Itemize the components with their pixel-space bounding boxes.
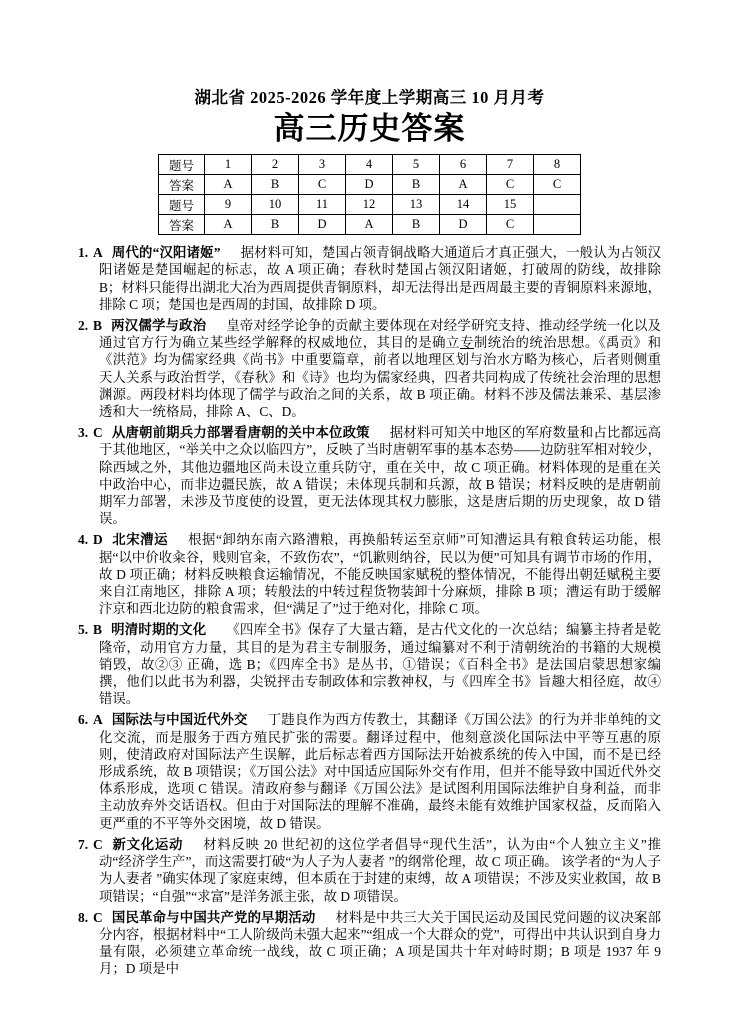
question-number-cell [534,195,581,215]
explanation-item-7 [78,836,661,905]
table-row [159,215,581,235]
explanation-body: 据材料可知，楚国占领青铜战略大通道后才真正强大，一般认为占领汉阳诸姬是楚国崛起的标志，故 A 项正确；春秋时楚国占领汉阳诸姬，打破周的防线，故排除 B；材料只能得出湖北大冶为西周提供青铜原料，却无法得出是西周最主要的青铜原料来源地，排除 C 项；楚国也是西周的封国，故排除 D 项。 [99,245,662,312]
row-label-cell: 题号 [159,195,205,215]
explanation-heading [78,318,206,333]
explanation-number: 3. [78,425,89,441]
question-number-cell: 8 [534,155,581,175]
exam-title: 湖北省 2025-2026 学年度上学期高三 10 月月考 [194,88,545,107]
explanation-number: 5. [78,622,89,638]
answer-cell: B [393,215,440,235]
answer-cell: D [346,175,393,195]
explanation-heading [78,622,206,637]
explanation-heading [78,425,370,440]
explanation-answer: C [93,836,103,852]
explanation-topic: 明清时期的文化 [110,622,207,638]
explanation-answer: A [93,245,103,261]
explanation-body-post: 制统治的统治思想。《禹贡》和《洪范》均为儒家经典《尚书》中重要篇章，前者以地理区划与治水方略为核心，后者则侧重天人关系与政治哲学，《春秋》和《诗》也均为儒家经典，四者共同构成了传统社会治理的思想渊源。两段材料均体现了儒学与政治之间的关系，故 B 项正确。材料不涉及儒法兼采、基层渗透和大一统格局，排除 A、C、D。 [99,335,662,420]
question-number-cell: 15 [487,195,534,215]
explanation-topic: 从唐朝前期兵力部署看唐朝的关中本位政策 [111,425,370,441]
explanation-body: 材料是中共三大关于国民运动及国民党问题的议决案部分内容，根据材料中“工人阶级尚未强大起来”“组成一个大群众的党”，可得出中共认识到自身力量有限，必须建立革命统一战线，故 C 项正确；A 项是国共十年对峙时期；B 项是 1937 年 9 月；D 项是中 [99,909,661,977]
explanation-number: 2. [78,318,89,333]
explanation-number: 4. [78,532,89,548]
question-number-cell: 1 [205,155,252,175]
answer-sheet-title: 高三历史答案 [273,111,466,146]
question-number-cell: 5 [393,155,440,175]
explanation-body: 《四库全书》保存了大量古籍，是古代文化的一次总结；编纂主持者是乾隆帝，动用官方力量，其目的是为君主专制服务，通过编纂对不利于清朝统治的书籍的大规模销毁，故②③ 正确，选 B；《四库全书》是丛书，①错误；《百科全书》是法国启蒙思想家编撰，他们以此书为利器，尖锐抨击专制政体和宗教神权，与《四库全书》旨趣大相径庭，故④错误。 [99,622,662,707]
answer-cell: D [299,215,346,235]
explanation-item-5 [78,621,661,707]
explanations-section [78,244,661,977]
explanation-heading [78,837,183,852]
explanation-item-1 [78,244,661,313]
row-label-cell: 题号 [159,155,205,175]
question-number-cell: 9 [205,195,252,215]
explanation-topic: 国民革命与中国共产党的早期活动 [111,909,316,925]
question-number-cell: 11 [299,195,346,215]
question-number-cell: 13 [393,195,440,215]
explanation-body-pre: 皇帝对经学论争的贡献主要体现在对经学研究支持、推动经学统一化以及通过官方行为确立某些经学解释的权威地位，其目的是确立 [99,318,662,351]
answer-cell: A [440,175,487,195]
explanation-number: 8. [78,909,89,925]
answer-key-table [158,154,581,235]
question-number-cell: 7 [487,155,534,175]
explanation-body: 根据“卸纳东南六路漕粮，再换船转运至京师”可知漕运具有粮食转运功能，根据“以中价收籴谷，贱则官籴，不致伤农”，“饥歉则纳谷，民以为便”可知具有调节市场的作用，故 D 项正确；材料反映粮食运输情况，不能反映国家赋税的整体情况，不能得出朝廷赋税主要来自江南地区，排除 A 项；转般法的中转过程货物装卸十分麻烦，排除 B 项；漕运有助于缓解汴京和西北边防的粮食需求，但“满足了”过于绝对化，排除 C 项。 [99,532,661,617]
explanation-body: 据材料可知关中地区的军府数量和占比都远高于其他地区，“举关中之众以临四方”，反映了当时唐朝军事的基本态势——边防驻军相对较少，除西域之外，其他边疆地区尚未设立重兵防守，重在关中，故 C 项正确。材料体现的是重在关中政治中心，而非边疆民族，故 A 错误；未体现兵制和兵源，故 B 错误；材料反映的是唐朝前期军力部署，未涉及节度使的设置，更无法体现其权力膨胀，这是唐后期的历史现象，故 D 错误。 [99,425,662,527]
answer-cell: B [393,175,440,195]
question-number-cell: 3 [299,155,346,175]
explanation-heading [78,245,220,260]
explanation-number: 6. [78,712,89,728]
explanation-number: 1. [78,245,89,261]
explanation-item-6 [78,711,661,831]
explanation-topic: 两汉儒学与政治 [110,318,207,333]
answer-cell: B [252,175,299,195]
row-label-cell: 答案 [159,215,205,235]
question-number-cell: 4 [346,155,393,175]
explanation-answer: B [93,622,102,638]
explanation-item-8 [78,909,661,978]
explanation-heading [78,712,248,727]
explanation-answer: C [93,425,103,441]
explanation-topic: 北宋漕运 [111,532,169,548]
table-row [159,195,581,215]
answer-cell: B [252,215,299,235]
answer-cell: A [346,215,393,235]
answer-cell: A [205,215,252,235]
answer-cell: C [487,175,534,195]
table-row [159,155,581,175]
question-number-cell: 12 [346,195,393,215]
explanation-body: 丁韪良作为西方传教士，其翻译《万国公法》的行为并非单纯的文化交流，而是服务于西方殖民扩张的需要。翻译过程中，他刻意淡化国际法中平等互惠的原则，使清政府对国际法产生误解，此后标志着西方国际法开始被系统的传入中国，而不是已经形成系统，故 B 项错误；《万国公法》对中国适应国际外交有作用，但并不能导致中国近代外交体系形成，选项 C 错误。清政府参与翻译《万国公法》是试图利用国际法维护自身利益，而非主动放弃外交话语权。但由于对国际法的理解不准确，最终未能有效维护国家权益，反而陷入更严重的不平等外交困境，故 D 错误。 [99,712,662,831]
explanation-heading [78,910,315,925]
explanation-topic: 新文化运动 [111,836,184,852]
explanation-topic: 国际法与中国近代外交 [111,712,248,728]
table-row [159,175,581,195]
row-label-cell: 答案 [159,175,205,195]
explanation-answer: D [93,532,103,548]
question-number-cell: 14 [440,195,487,215]
answer-cell: D [440,215,487,235]
question-number-cell: 6 [440,155,487,175]
explanation-item-2 [78,317,661,420]
question-number-cell: 10 [252,195,299,215]
explanation-item-4 [78,531,661,617]
explanation-heading [78,532,168,547]
answer-cell [534,215,581,235]
explanation-item-3 [78,424,661,527]
explanation-body [99,318,661,419]
question-number-cell: 2 [252,155,299,175]
explanation-number: 7. [78,836,89,852]
answer-cell: A [205,175,252,195]
explanation-topic: 周代的“汉阳诸姬” [111,245,221,261]
explanation-answer: A [93,712,103,728]
answer-cell: C [299,175,346,195]
explanation-body-underlined: 专 [459,335,474,351]
answer-cell: C [534,175,581,195]
explanation-body: 材料反映 20 世纪初的这位学者倡导“现代生活”，认为由“个人独立主义”推动“经济学生产”，而这需要打破“为人子为人妻者 ”的纲常伦理，故 C 项正确。 该学者的“为人子为人妻者 ”确实体现了家庭束缚，但本质在于封建的束缚，故 A 项错误；不涉及实业救国，故 B 项错误；“自强”“求富”是洋务派主张，故 D 项错误。 [99,836,662,904]
explanation-answer: B [93,318,102,333]
explanation-answer: C [93,909,103,925]
answer-cell: C [487,215,534,235]
